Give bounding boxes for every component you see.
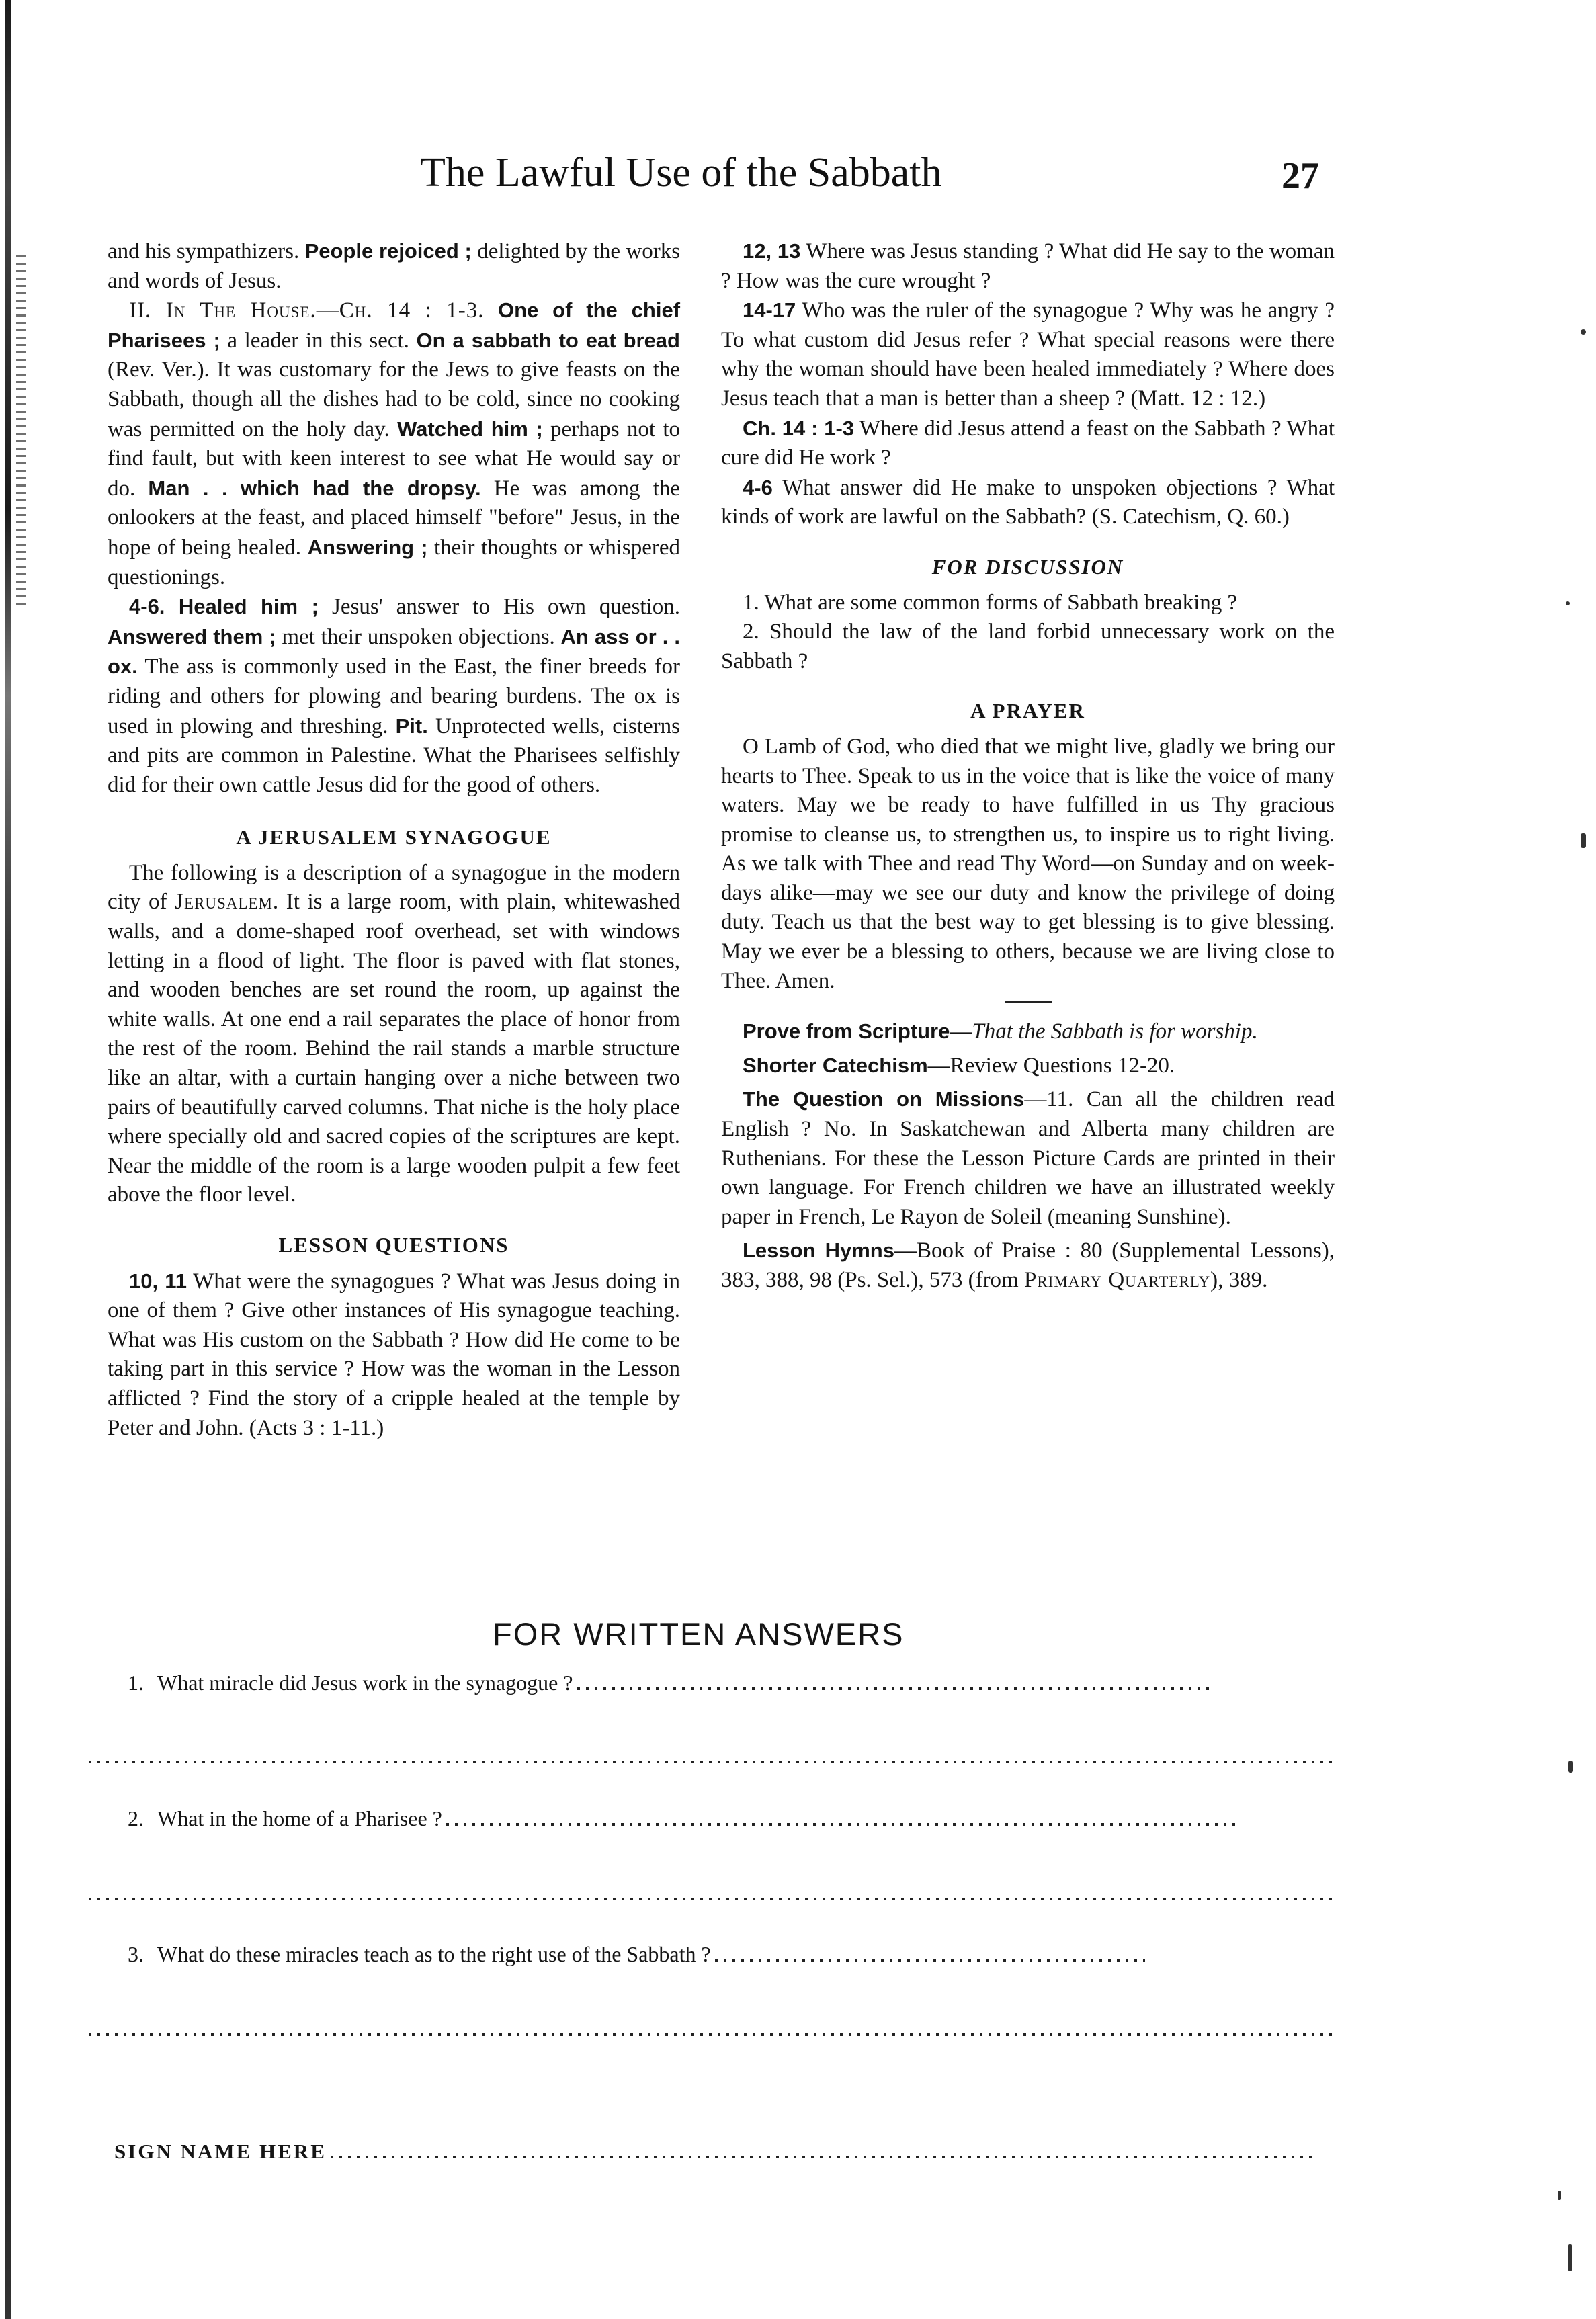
lesson-hymns: Lesson Hymns—Book of Praise : 80 (Supplemental Lessons), 383, 388, 98 (Ps. Sel.), 573 (from Primary Quarterly), 389.	[721, 1238, 1335, 1292]
discussion-item-1: 1. What are some common forms of Sabbath breaking ?	[743, 590, 1238, 615]
running-title: The Lawful Use of the Sabbath	[420, 150, 942, 196]
question-14-17: 14-17 Who was the ruler of the synagogue ? Why was he angry ? To what custom did Jesus refer ? What special reasons were there why the woman should have been healed immediately ? Where does Jesus teach that a man is better than a sheep ? (Matt. 12 : 12.)	[721, 298, 1335, 411]
margin-speck	[1558, 2191, 1561, 2200]
section-heading-discussion: FOR DISCUSSION	[931, 554, 1124, 579]
paragraph-sympathizers: and his sympathizers. People rejoiced ; delighted by the works and words of Jesus.	[108, 239, 681, 293]
question-4-6: 4-6 What answer did He make to unspoken objections ? What kinds of work are lawful on the Sabbath? (S. Catechism, Q. 60.)	[721, 475, 1335, 530]
paragraph-questions-10-11: 10, 11 What were the synagogues ? What was Jesus doing in one of them ? Give other instances of His synagogue teaching. What was His custom on the Sabbath ? How did He come to be taking part in this service ? How was the woman in the Lesson afflicted ? Find the story of a cripple healed at the temple by Peter and John. (Acts 3 : 1-11.)	[108, 1269, 680, 1440]
margin-speck	[1568, 1761, 1573, 1773]
signature-dots	[331, 2156, 1318, 2158]
written-question-1[interactable]: 1. What miracle did Jesus work in the synagogue ?	[128, 1671, 1334, 1695]
sign-name-label: SIGN NAME HERE	[114, 2140, 327, 2163]
margin-speck	[1581, 833, 1586, 848]
margin-speck	[1568, 2244, 1572, 2271]
section-heading-lesson-questions: LESSON QUESTIONS	[278, 1233, 509, 1257]
page-number: 27	[1282, 155, 1319, 197]
binding-edge-marks	[16, 255, 26, 605]
answer-line-1[interactable]	[89, 1761, 1332, 1763]
answer-dots	[715, 1959, 1145, 1962]
section-heading-prayer: A PRAYER	[970, 699, 1085, 723]
shorter-catechism: Shorter Catechism—Review Questions 12-20.	[743, 1053, 1175, 1078]
right-column	[721, 237, 1335, 1296]
answer-dots	[446, 1823, 1239, 1826]
answer-line-2[interactable]	[89, 1898, 1332, 1900]
paragraph-healed-him: 4-6. Healed him ; Jesus' answer to His own question. Answered them ; met their unspoken objections. An ass or . . ox. The ass is commonly used in the East, the finer breeds for riding and others for plowing and bearing burdens. The ox is used in plowing and threshing. Pit. Unprotected wells, cisterns and pits are common in Palestine. What the Pharisees selfishly did for their own cattle Jesus did for the good of others.	[108, 595, 681, 797]
paragraph-synagogue-description: The following is a description of a synagogue in the modern city of Jerusalem. It is a large room, with plain, whitewashed walls, and a dome-shaped roof overhead, set with windows letting in a flood of light. The floor is paved with flat stones, and wooden benches are set round the room, up against the white walls. At one end a rail separates the place of honor from the rest of the room. Behind the rail stands a marble structure like an altar, with a curtain hanging over a niche between two pairs of beautifully carved columns. That niche is the holy place where specially old and sacred copies of the scriptures are kept. Near the middle of the room is a large wooden pulpit a few feet above the floor level.	[108, 860, 680, 1208]
question-on-missions: The Question on Missions—11. Can all the children read English ? No. In Saskatchewan and Alberta many children are Ruthenians. For these the Lesson Picture Cards are printed in their own language. For French children we have an illustrated weekly paper in French, Le Rayon de Soleil (meaning Sunshine).	[721, 1087, 1335, 1229]
prove-from-scripture: Prove from Scripture—That the Sabbath is for worship.	[743, 1019, 1258, 1044]
discussion-item-2: 2. Should the law of the land forbid unnecessary work on the Sabbath ?	[721, 620, 1335, 673]
written-answers-title: FOR WRITTEN ANSWERS	[493, 1616, 905, 1652]
page-header	[0, 149, 1596, 203]
question-12-13: 12, 13 Where was Jesus standing ? What did He say to the woman ? How was the cure wrought ?	[721, 239, 1335, 293]
sign-name-line[interactable]	[114, 2140, 1334, 2164]
prayer-text: O Lamb of God, who died that we might live, gladly we bring our hearts to Thee. Speak to us in the voice that is like the voice of many waters. May we be ready to have fulfilled in us Thy gracious promise to cleanse us, to strengthen us, to inspire us to right living. As we talk with Thee and read Thy Word—on Sunday and on week-days alike—may we see our duty and know the privilege of doing duty. Teach us that the best way to get blessing is to give blessing. May we ever be a blessing to others, because we are living close to Thee. Amen.	[721, 734, 1335, 993]
binding-spine	[5, 0, 11, 2319]
paragraph-in-the-house: II. In The House.—Ch. 14 : 1-3. One of the chief Pharisees ; a leader in this sect. On a sabbath to eat bread (Rev. Ver.). It was customary for the Jews to give feasts on the Sabbath, though all the dishes had to be cold, since no cooking was permitted on the holy day. Watched him ; perhaps not to find fault, but with keen interest to see what He would say or do. Man . . which had the dropsy. He was among the onlookers at the feast, and placed himself "before" Jesus, in the hope of being healed. Answering ; their thoughts or whispered questionings.	[108, 298, 681, 589]
margin-speck	[1566, 601, 1570, 605]
answer-dots	[577, 1687, 1209, 1690]
written-question-3[interactable]: 3. What do these miracles teach as to the right use of the Sabbath ?	[128, 1942, 1334, 1967]
separator-rule	[1005, 1001, 1052, 1003]
answer-line-3[interactable]	[89, 2033, 1332, 2036]
margin-speck	[1581, 329, 1586, 335]
left-column	[108, 237, 680, 1443]
written-question-2[interactable]: 2. What in the home of a Pharisee ?	[128, 1806, 1334, 1831]
question-ch14-1-3: Ch. 14 : 1-3 Where did Jesus attend a feast on the Sabbath ? What cure did He work ?	[721, 416, 1335, 470]
section-heading-synagogue: A JERUSALEM SYNAGOGUE	[236, 825, 552, 849]
